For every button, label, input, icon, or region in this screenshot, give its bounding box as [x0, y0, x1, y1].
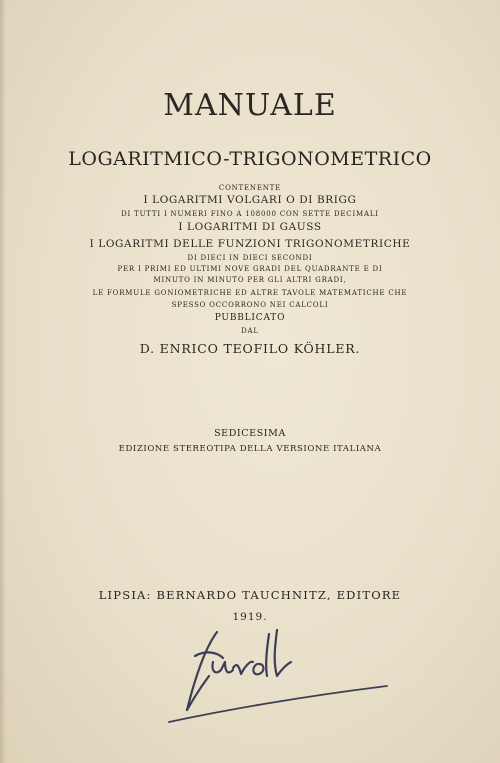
book-title: MANUALE [163, 88, 337, 123]
publication-year: 1919. [232, 611, 268, 623]
contents-line: DI TUTTI I NUMERI FINO A 108000 CON SETTE DECIMALI [121, 210, 379, 218]
contents-line: I LOGARITMI DI GAUSS [178, 221, 322, 233]
contents-line: I LOGARITMI DELLE FUNZIONI TRIGONOMETRICHE [89, 238, 411, 250]
contents-line: DAL [241, 327, 259, 335]
handwritten-signature [165, 618, 395, 728]
contents-line: PER I PRIMI ED ULTIMI NOVE GRADI DEL QUADRANTE E DI [117, 265, 383, 273]
contents-line: I LOGARITMI VOLGARI O DI BRIGG [143, 194, 357, 206]
contents-line: PUBBLICATO [214, 313, 286, 323]
contents-line: DI DIECI IN DIECI SECONDI [187, 254, 313, 262]
author-name: D. ENRICO TEOFILO KÖHLER. [139, 341, 361, 356]
contents-line: CONTENENTE [218, 184, 282, 192]
contents-line: MINUTO IN MINUTO PER GLI ALTRI GRADI, [153, 276, 347, 284]
publisher-line: LIPSIA: BERNARDO TAUCHNITZ, EDITORE [98, 588, 402, 602]
contents-line: LE FORMULE GONIOMETRICHE ED ALTRE TAVOLE MATEMATICHE CHE [92, 289, 408, 297]
edition-number: SEDICESIMA [214, 428, 286, 439]
book-subtitle: LOGARITMICO-TRIGONOMETRICO [68, 148, 432, 170]
edition-description: EDIZIONE STEREOTIPA DELLA VERSIONE ITALIANA [118, 444, 382, 454]
contents-line: SPESSO OCCORRONO NEI CALCOLI [171, 301, 329, 309]
